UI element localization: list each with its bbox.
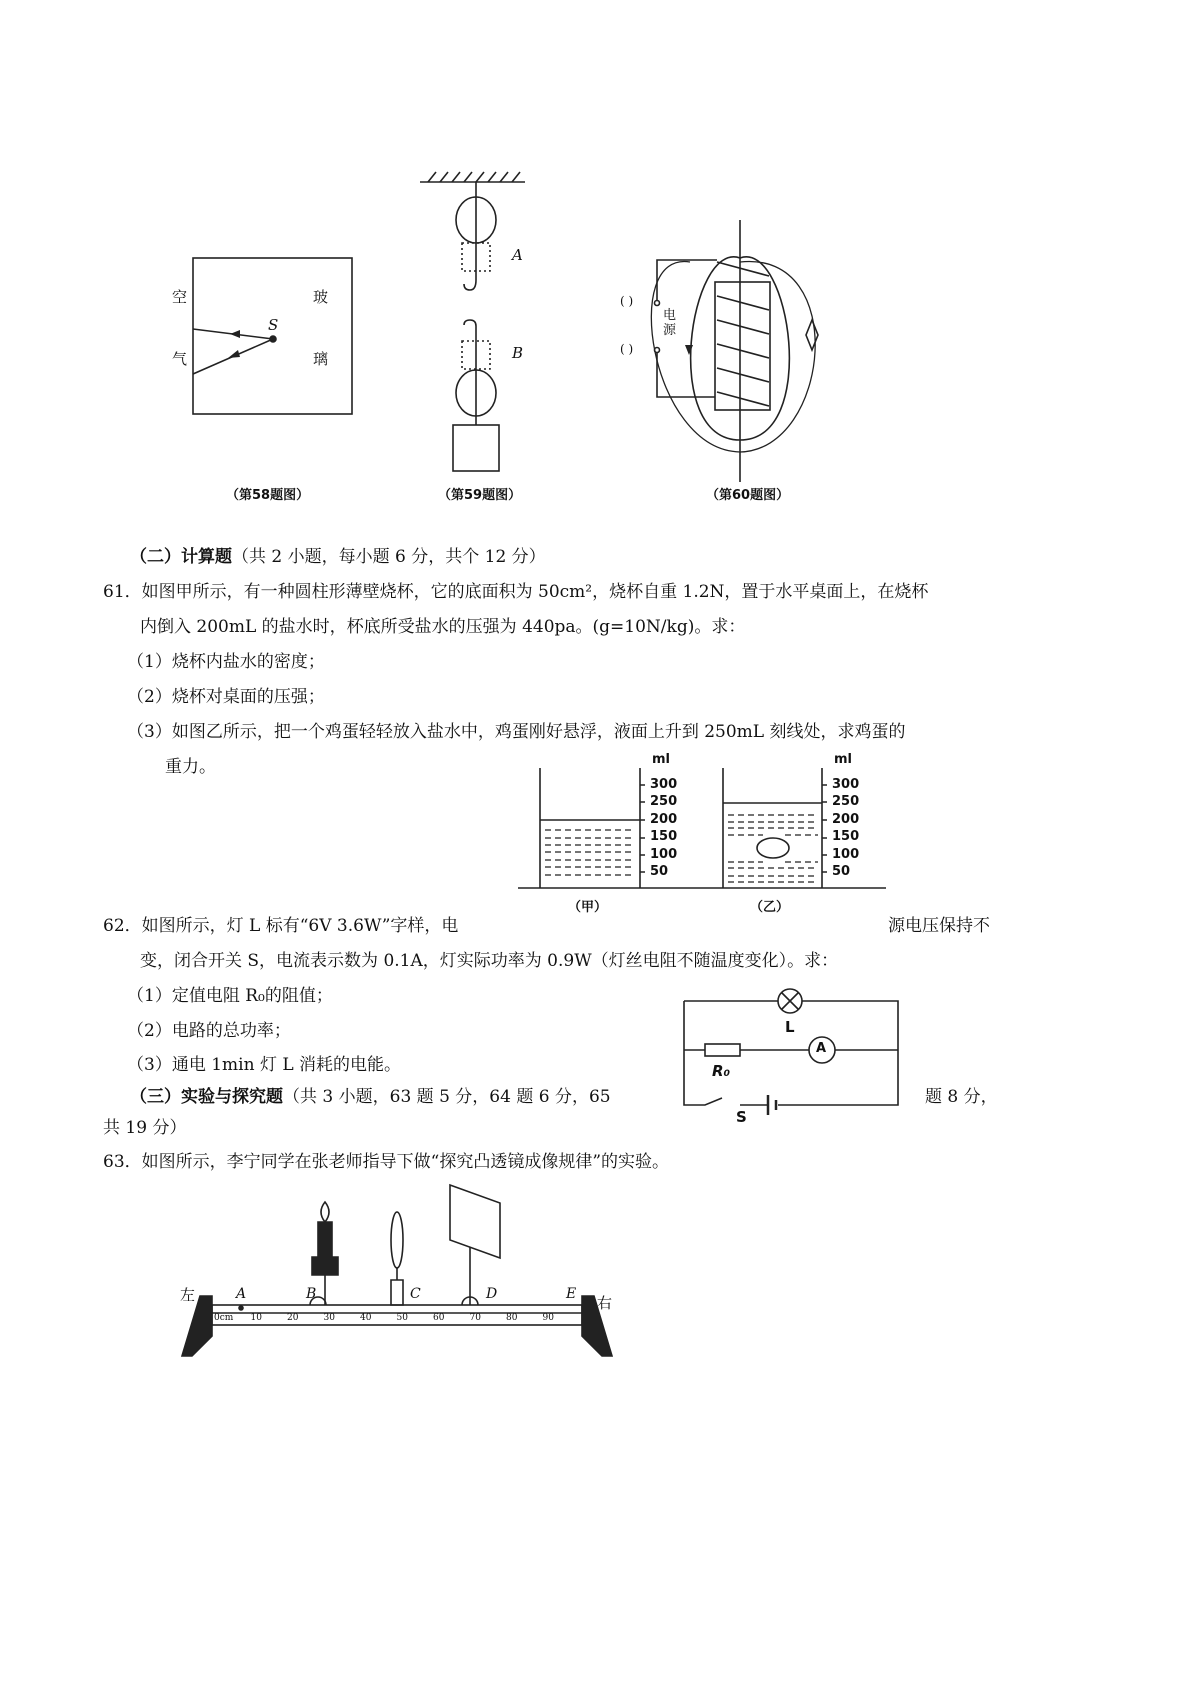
fig58-point-s: S xyxy=(268,316,279,334)
fig61-unit: ml xyxy=(652,752,671,767)
fig63-ruler-tick: 30 xyxy=(323,1313,335,1323)
fig61-scale-tick: 50 xyxy=(832,864,851,879)
fig63-ruler-tick: 50 xyxy=(396,1313,408,1323)
fig63-point-label: B xyxy=(306,1286,317,1302)
fig63-point-label: D xyxy=(486,1286,498,1302)
fig61-label-jia: （甲） xyxy=(568,900,608,915)
fig62-ammeter-label: A xyxy=(816,1041,827,1056)
arrow-icon xyxy=(228,350,240,358)
q62-text: 62．如图所示，灯 L 标有“6V 3.6W”字样，电 xyxy=(103,916,459,936)
fig63-ruler-tick: 40 xyxy=(360,1313,372,1323)
fig63-point-label: E xyxy=(566,1286,577,1302)
fig58-glass-label: 璃 xyxy=(313,350,329,368)
section-heading: （三）实验与探究题（共 3 小题，63 题 5 分，64 题 6 分，65 xyxy=(130,1087,611,1107)
fig63-ruler-tick: 80 xyxy=(506,1313,518,1323)
fig58-air-label: 气 xyxy=(172,350,188,368)
q61-sub3: （3）如图乙所示，把一个鸡蛋轻轻放入盐水中，鸡蛋刚好悬浮，液面上升到 250mL 刻线处，求鸡蛋的 xyxy=(127,722,906,742)
fig61-scale-tick: 300 xyxy=(650,777,678,792)
fig63-optical-bench xyxy=(182,1185,612,1356)
fig63-ruler-tick: 20 xyxy=(287,1313,299,1323)
fig58-caption: （第58题图） xyxy=(226,488,310,503)
section-heading-cont: 题 8 分， xyxy=(925,1087,998,1107)
fig62-lamp-label: L xyxy=(785,1018,795,1036)
fig63-ruler-tick: 60 xyxy=(433,1313,445,1323)
q62-sub1: （1）定值电阻 R₀的阻值； xyxy=(127,986,333,1006)
fig61-scale-tick: 100 xyxy=(650,846,678,862)
q62-sub2: （2）电路的总功率； xyxy=(127,1021,291,1041)
fig60-blank: ( ) xyxy=(620,342,634,356)
section-heading: （二）计算题（共 2 小题，每小题 6 分，共个 12 分） xyxy=(130,547,546,567)
fig59-pulley-diagram xyxy=(420,172,525,471)
fig61-scale-tick: 100 xyxy=(832,846,860,862)
q61-sub3: 重力。 xyxy=(165,757,216,777)
q61-sub2: （2）烧杯对桌面的压强； xyxy=(127,687,325,707)
q62-text: 源电压保持不 xyxy=(888,916,990,936)
fig61-scale-tick: 250 xyxy=(650,794,678,810)
fig60-blank: ( ) xyxy=(620,294,634,308)
fig61-scale-tick: 250 xyxy=(832,794,860,810)
fig61-scale-tick: 200 xyxy=(832,811,860,827)
q61-sub1: （1）烧杯内盐水的密度； xyxy=(127,652,325,672)
fig63-ruler-tick: 0cm xyxy=(214,1313,234,1323)
fig62-resistor-label: R₀ xyxy=(712,1062,731,1080)
fig61-scale-tick: 150 xyxy=(650,829,678,845)
q62-sub3: （3）通电 1min 灯 L 消耗的电能。 xyxy=(127,1055,402,1075)
q61-text: 61．如图甲所示，有一种圆柱形薄壁烧杯，它的底面积为 50cm²，烧杯自重 1.2N，置于水平桌面上，在烧杯 xyxy=(103,582,929,602)
fig61-scale-tick: 300 xyxy=(832,777,860,792)
fig63-ruler-tick: 10 xyxy=(250,1313,262,1323)
fig62-switch-label: S xyxy=(736,1108,747,1126)
fig63-ruler-tick: 70 xyxy=(469,1313,481,1323)
fig58-refraction-diagram xyxy=(193,258,352,414)
fig63-point-label: C xyxy=(410,1286,421,1302)
fig63-left-label: 左 xyxy=(180,1286,196,1304)
fig60-power-source-label: 电源 xyxy=(663,308,677,338)
fig63-ruler-tick: 90 xyxy=(542,1313,554,1323)
q62-text: 变，闭合开关 S，电流表示数为 0.1A，灯实际功率为 0.9W（灯丝电阻不随温度变化）。求： xyxy=(140,951,839,971)
fig61-unit: ml xyxy=(834,752,853,767)
fig59-caption: （第59题图） xyxy=(438,488,522,503)
fig58-air-label: 空 xyxy=(172,288,188,306)
fig61-label-yi: （乙） xyxy=(750,900,790,915)
fig59-label-b: B xyxy=(512,344,524,362)
arrow-icon xyxy=(230,330,240,338)
fig60-caption: （第60题图） xyxy=(706,488,790,503)
q61-text: 内倒入 200mL 的盐水时，杯底所受盐水的压强为 440pa。(g=10N/kg)。求： xyxy=(140,617,746,637)
fig61-scale-tick: 50 xyxy=(650,864,669,879)
fig63-point-label: A xyxy=(236,1286,247,1302)
fig60-solenoid-diagram xyxy=(651,220,818,482)
q63-text: 63．如图所示，李宁同学在张老师指导下做“探究凸透镜成像规律”的实验。 xyxy=(103,1152,670,1172)
fig62-circuit xyxy=(684,989,898,1115)
fig59-label-a: A xyxy=(512,246,523,264)
fig61-scale-tick: 150 xyxy=(832,829,860,845)
fig61-scale-tick: 200 xyxy=(650,811,678,827)
fig61-beakers xyxy=(518,768,886,888)
section-heading-cont: 共 19 分） xyxy=(103,1118,187,1138)
fig63-right-label: 右 xyxy=(597,1294,613,1312)
fig58-glass-label: 玻 xyxy=(313,288,329,306)
compass-needle-icon xyxy=(806,320,818,350)
